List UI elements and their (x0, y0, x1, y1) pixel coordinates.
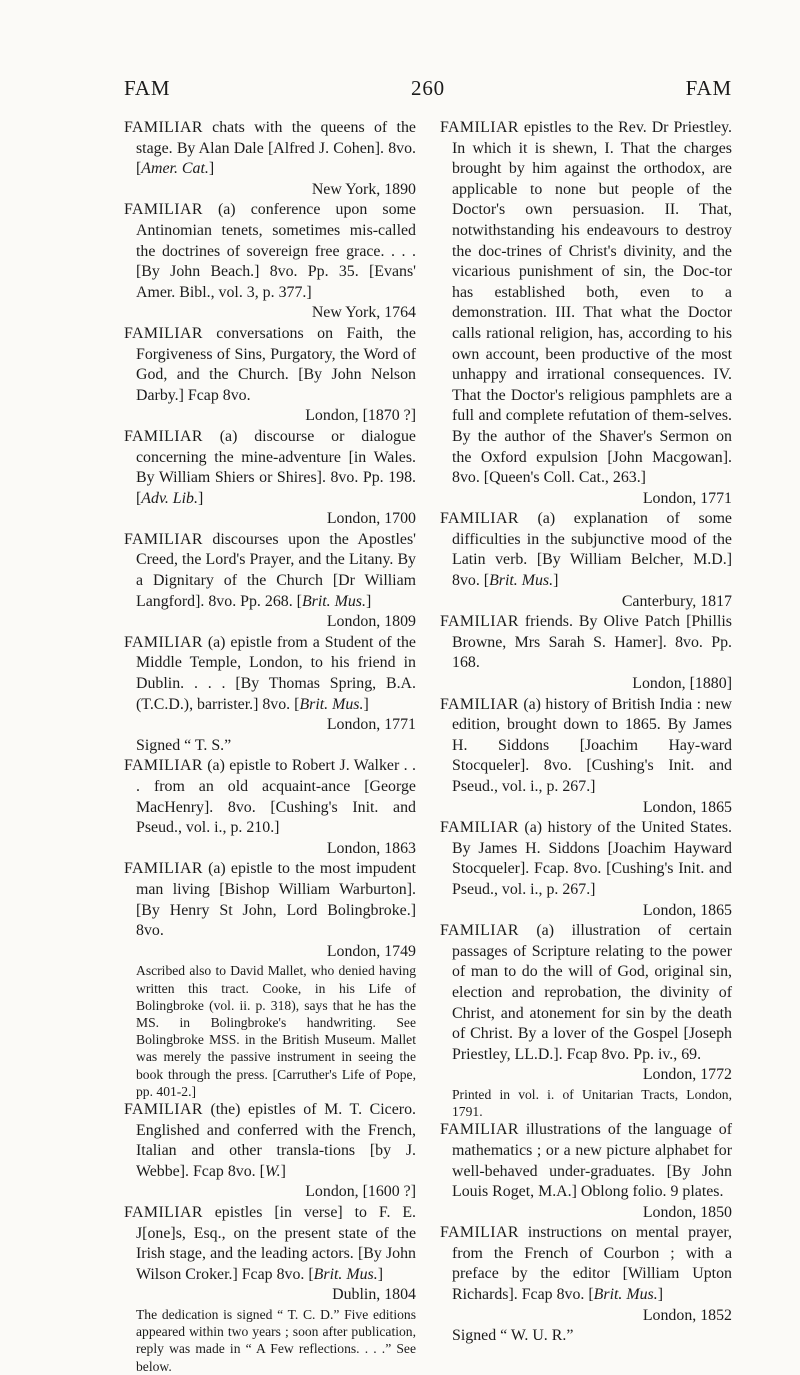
header-right-word: FAM (685, 76, 732, 100)
entry-heading: FAMILIAR (124, 860, 203, 878)
entry-text: epistles [in verse] to F. E. J[one]s, Esq., on the present state of the Irish stage, and the leading actors. [By John Wilson Croker.] Fcap 8vo. (136, 1203, 416, 1283)
entry-text: (a) discourse or dialogue concerning the mine-adventure [in Wales. By William Shiers or Shires]. 8vo. Pp. 198. (136, 427, 416, 487)
entry-text: (a) history of the United States. By James H. Siddons [Joachim Hayward Stocqueler]. Fcap. 8vo. [Cushing's Init. and Pseud., vol. i., p. 267.] (452, 819, 732, 898)
entry-heading: FAMILIAR (440, 1121, 519, 1139)
entry-text: (a) conference upon some Antinomian tenets, sometimes mis-called the doctrines of sovereign free grace. . . . [By John Beach.] 8vo. Pp. 35. [Evans' Amer. Bibl., vol. 3, p. 377.] (136, 201, 416, 301)
running-header (124, 76, 732, 106)
right-column (440, 118, 732, 1347)
entry-reference: Brit. Mus. (313, 1265, 378, 1283)
entry-note: Ascribed also to David Mallet, who denied having written this tract. Cooke, in his Life of Bolingbroke (vol. ii. p. 318), says that he has the MS. in Bolingbroke's handwriting. See Bolingbroke MSS. in the British Museum. Mallet was merely the passive instrument in seeing the book through the press. [Carruther's Life of Pope, pp. 401-2.] (136, 963, 416, 1099)
entry-heading: FAMILIAR (440, 613, 519, 631)
entry-heading: FAMILIAR (124, 201, 203, 219)
catalogue-entry (440, 921, 732, 1065)
catalogue-entry (440, 612, 732, 674)
entry-heading: FAMILIAR (124, 530, 203, 548)
entry-text: (a) epistle to Robert J. Walker . . . from an old acquaint-ance [George MacHenry]. 8vo. [Cushing's Init. and Pseud., vol. i., p. 210.] (136, 757, 416, 837)
entry-reference: Adv. Lib. (141, 489, 198, 507)
entry-reference: Brit. Mus. (489, 572, 554, 590)
entry-text: conversations on Faith, the Forgiveness of Sins, Purgatory, the Word of God, and the Church. [By John Nelson Darby.] Fcap 8vo. (136, 324, 416, 404)
entry-text: (a) illustration of certain passages of Scripture relating to the power of man to do the will of God, original sin, election and reprobation, the divinity of Christ, and atonement for sin by the death of Christ. By a lover of the Gospel [Joseph Priestley, LL.D.]. Fcap 8vo. Pp. iv., 69. (452, 922, 732, 1063)
entry-reference: Brit. Mus. (593, 1286, 658, 1304)
entry-text: (a) history of British India : new edition, brought down to 1865. By James H. Siddons [Joachim Hay-ward Stocqueler]. 8vo. [Cushing's Init. and Pseud., vol. i., p. 267.] (452, 695, 732, 795)
entry-text: friends. By Olive Patch [Phillis Browne, Mrs Sarah S. Hamer]. 8vo. Pp. 168. (452, 613, 732, 672)
catalogue-entry (124, 200, 416, 303)
entry-heading: FAMILIAR (124, 427, 203, 445)
entry-signed: Signed “ T. S.” (136, 736, 232, 754)
entry-signed: Signed “ W. U. R.” (452, 1327, 574, 1345)
catalogue-entry: FAMILIAR discourses upon the Apostles' Creed, the Lord's Prayer, and the Litany. By a Dignitary of the Church [Dr William Langford]. 8vo. Pp. 268. [Brit. Mus.] (124, 530, 416, 610)
entry-text: instructions on mental prayer, from the French of Courbon ; with a preface by the editor [William Upton Richards]. Fcap 8vo. (452, 1224, 732, 1304)
entry-heading: FAMILIAR (440, 510, 519, 528)
entry-heading: FAMILIAR (124, 757, 203, 775)
entry-imprint: London, 1771 (326, 716, 416, 734)
entry-heading: FAMILIAR (124, 1100, 203, 1118)
catalogue-entry: FAMILIAR instructions on mental prayer, from the French of Courbon ; with a preface by the editor [William Upton Richards]. Fcap 8vo. [Brit. Mus.] (440, 1224, 732, 1304)
catalogue-entry (124, 324, 416, 406)
entry-imprint: London, 1865 (642, 901, 732, 919)
catalogue-entry: FAMILIAR chats with the queens of the stage. By Alan Dale [Alfred J. Cohen]. 8vo. [Amer. Cat.] (124, 119, 416, 178)
entry-heading: FAMILIAR (440, 119, 519, 136)
catalogue-entry (440, 818, 732, 900)
catalogue-entry (440, 1120, 732, 1202)
entry-imprint: London, 1700 (326, 510, 416, 528)
entry-text: discourses upon the Apostles' Creed, the Lord's Prayer, and the Litany. By a Dignitary of the Church [Dr William Langford]. 8vo. Pp. 268. (136, 530, 416, 610)
catalogue-entry: FAMILIAR epistles [in verse] to F. E. J[one]s, Esq., on the present state of the Irish stage, and the leading actors. [By John Wilson Croker.] Fcap 8vo. [Brit. Mus.] (124, 1203, 416, 1283)
entry-heading: FAMILIAR (124, 324, 203, 342)
entry-imprint: London, 1749 (326, 942, 416, 960)
entry-imprint: London, 1852 (642, 1306, 732, 1324)
entry-heading: FAMILIAR (440, 695, 519, 713)
entry-imprint: London, 1771 (642, 489, 732, 507)
catalogue-entry (440, 695, 732, 798)
entry-text: epistles to the Rev. Dr Priestley. In which it is shewn, I. That the charges brought by him against the orthodox, are applicable to none but people of the Doctor's own persuasion. II. That, notwithstanding his endeavours to destroy the doc-trines of Christ's divinity, and the vicarious punishment of sin, the Doc-tor has established both, even to a demonstration. III. That what the Doctor calls rational religion, has, according to his own account, been productive of the most unhappy and irrational consequences. IV. That the Doctor's religious pamphlets are a full and complete refutation of them-selves. By the author of the Shaver's Sermon on the Oxford expulsion [John Macgowan]. 8vo. [Queen's Coll. Cat., 263.] (452, 119, 732, 487)
entry-imprint: London, 1809 (326, 613, 416, 631)
entry-text: (a) epistle from a Student of the Middle Temple, London, to his friend in Dublin. . . . [By Thomas Spring, B.A. (T.C.D.), barrister.] 8vo. (136, 633, 416, 713)
entry-heading: FAMILIAR (440, 819, 519, 837)
entry-heading: FAMILIAR (124, 1203, 203, 1221)
entry-reference: Amer. Cat. (141, 160, 209, 178)
left-column (124, 118, 416, 1375)
catalogue-entry (440, 118, 732, 489)
catalogue-entry: FAMILIAR (a) explanation of some difficulties in the subjunctive mood of the Latin verb. [By William Belcher, M.D.] 8vo. [Brit. Mus.] (440, 510, 732, 590)
entry-text: (the) epistles of M. T. Cicero. Englished and conferred with the French, Italian and other transla-tions [by J. Webbe]. Fcap 8vo. (136, 1100, 416, 1180)
entry-note: The dedication is signed “ T. C. D.” Five editions appeared within two years ; soon after publication, reply was made in “ A Few reflections. . . .” See below. (136, 1306, 416, 1374)
entry-text: chats with the queens of the stage. By Alan Dale [Alfred J. Cohen]. 8vo. (136, 119, 416, 157)
entry-reference: Brit. Mus. (301, 592, 366, 610)
entry-text: (a) epistle to the most impudent man living [Bishop William Warburton]. [By Henry St John, Lord Bolingbroke.] 8vo. (136, 860, 416, 940)
entry-heading: FAMILIAR (124, 633, 203, 651)
entry-imprint: London, 1772 (642, 1066, 732, 1084)
entry-reference: Brit. Mus. (299, 695, 364, 713)
entry-imprint: London, [1870 ?] (305, 407, 416, 425)
entry-imprint: New York, 1764 (311, 304, 416, 322)
entry-imprint: Canterbury, 1817 (621, 592, 732, 610)
entry-reference: W. (264, 1162, 281, 1180)
entry-note: Printed in vol. i. of Unitarian Tracts, London, 1791. (452, 1086, 732, 1120)
catalogue-entry (124, 859, 416, 941)
catalogue-entry (124, 756, 416, 838)
catalogue-entry: FAMILIAR (a) epistle from a Student of the Middle Temple, London, to his friend in Dublin. . . . [By Thomas Spring, B.A. (T.C.D.), barrister.] 8vo. [Brit. Mus.] (124, 633, 416, 713)
entry-heading: FAMILIAR (124, 119, 203, 136)
header-left-word: FAM (124, 76, 171, 100)
entry-imprint: London, 1865 (642, 798, 732, 816)
entry-heading: FAMILIAR (440, 1224, 519, 1242)
entry-imprint: London, [1600 ?] (305, 1183, 416, 1201)
entry-imprint: London, 1850 (642, 1203, 732, 1221)
entry-text: illustrations of the language of mathematics ; or a new picture alphabet for well-behaved under-graduates. [By John Louis Roget, M.A.] Oblong folio. 9 plates. (452, 1121, 732, 1201)
entry-imprint: New York, 1890 (311, 180, 416, 198)
catalogue-entry: FAMILIAR (the) epistles of M. T. Cicero. Englished and conferred with the French, Italian and other transla-tions [by J. Webbe]. Fcap 8vo. [W.] (124, 1100, 416, 1180)
entry-imprint: London, 1863 (326, 839, 416, 857)
entry-text: (a) explanation of some difficulties in the subjunctive mood of the Latin verb. [By William Belcher, M.D.] 8vo. (452, 510, 732, 590)
entry-imprint: Dublin, 1804 (332, 1286, 416, 1304)
page-number: 260 (411, 76, 445, 100)
catalogue-entry: FAMILIAR (a) discourse or dialogue concerning the mine-adventure [in Wales. By William Shiers or Shires]. 8vo. Pp. 198. [Adv. Lib.] (124, 427, 416, 507)
entry-heading: FAMILIAR (440, 922, 519, 940)
entry-imprint: London, [1880] (632, 675, 732, 693)
